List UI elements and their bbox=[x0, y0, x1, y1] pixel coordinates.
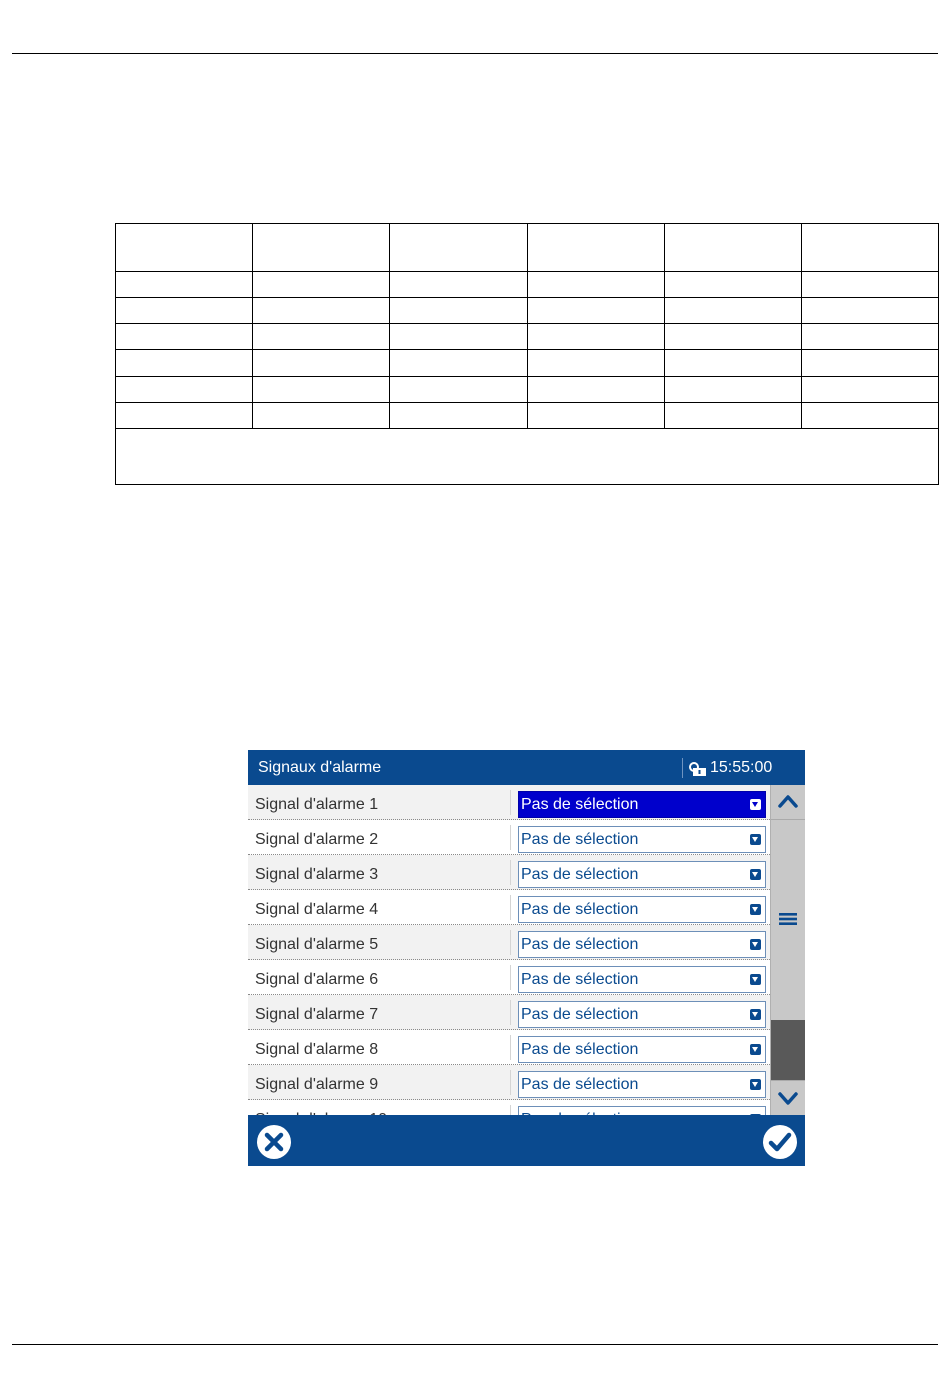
check-circle-icon[interactable] bbox=[762, 1124, 798, 1160]
table-footer-cell bbox=[116, 429, 938, 484]
table-row bbox=[116, 298, 938, 324]
bottom-bar bbox=[248, 1115, 805, 1166]
table-cell bbox=[253, 403, 390, 429]
alarm-signal-select[interactable] bbox=[518, 966, 766, 993]
dropdown-arrow-icon bbox=[750, 869, 761, 880]
table-cell bbox=[253, 377, 390, 403]
table-cell bbox=[390, 298, 527, 324]
table-cell bbox=[665, 403, 802, 429]
alarm-signal-label: Signal d'alarme 1 bbox=[255, 796, 379, 813]
dropdown-arrow-icon bbox=[750, 834, 761, 845]
table-cell bbox=[802, 224, 938, 272]
alarm-signal-list bbox=[248, 785, 770, 1115]
device-screen bbox=[248, 750, 805, 1166]
alarm-signal-select[interactable] bbox=[518, 931, 766, 958]
list-item bbox=[248, 995, 770, 1030]
list-item bbox=[248, 820, 770, 855]
select-value: Pas de sélection bbox=[521, 796, 639, 813]
dropdown-arrow-icon bbox=[750, 1079, 761, 1090]
table-cell bbox=[802, 298, 938, 324]
table-cell bbox=[116, 403, 253, 429]
alarm-signal-select[interactable] bbox=[518, 791, 766, 818]
list-item bbox=[248, 1065, 770, 1100]
alarm-signal-label: Signal d'alarme 3 bbox=[255, 866, 379, 883]
alarm-signal-select[interactable] bbox=[518, 861, 766, 888]
chevron-up-icon bbox=[771, 785, 805, 820]
select-value: Pas de sélection bbox=[521, 866, 639, 883]
table-row bbox=[116, 324, 938, 350]
table-cell bbox=[253, 224, 390, 272]
table-cell bbox=[665, 377, 802, 403]
select-value: Pas de sélection bbox=[521, 831, 639, 848]
select-value: Pas de sélection bbox=[521, 1041, 639, 1058]
select-value: Pas de sélection bbox=[521, 901, 639, 918]
table-cell bbox=[253, 298, 390, 324]
alarm-signal-select[interactable] bbox=[518, 1036, 766, 1063]
table-cell bbox=[802, 324, 938, 350]
dropdown-arrow-icon bbox=[750, 1009, 761, 1020]
alarm-signal-label: Signal d'alarme 5 bbox=[255, 936, 379, 953]
dropdown-arrow-icon bbox=[750, 974, 761, 985]
table-cell bbox=[528, 403, 665, 429]
select-value: Pas de sélection bbox=[521, 936, 639, 953]
alarm-signal-select[interactable] bbox=[518, 1001, 766, 1028]
column-divider bbox=[510, 860, 511, 885]
table-cell bbox=[802, 350, 938, 377]
table-cell bbox=[253, 272, 390, 298]
table-cell bbox=[802, 403, 938, 429]
table-cell bbox=[390, 272, 527, 298]
list-item bbox=[248, 855, 770, 890]
table-cell bbox=[665, 272, 802, 298]
list-item bbox=[248, 925, 770, 960]
table-cell bbox=[253, 350, 390, 377]
table-cell bbox=[528, 377, 665, 403]
menu-icon[interactable] bbox=[779, 912, 797, 926]
select-value: Pas de sélection bbox=[521, 1076, 639, 1093]
alarm-signal-label: Signal d'alarme 4 bbox=[255, 901, 379, 918]
table-cell bbox=[116, 350, 253, 377]
chevron-down-icon bbox=[771, 1081, 805, 1116]
table-cell bbox=[665, 324, 802, 350]
title-bar bbox=[248, 750, 805, 785]
column-divider bbox=[510, 1070, 511, 1095]
close-circle-icon[interactable] bbox=[256, 1124, 292, 1160]
scrollbar[interactable] bbox=[770, 785, 805, 1115]
alarm-signal-label: Signal d'alarme 2 bbox=[255, 831, 379, 848]
column-divider bbox=[510, 825, 511, 850]
page-title: Signaux d'alarme bbox=[258, 759, 382, 776]
list-item bbox=[248, 960, 770, 995]
alarm-signal-label: Signal d'alarme 8 bbox=[255, 1041, 379, 1058]
alarm-signal-label: Signal d'alarme 9 bbox=[255, 1076, 379, 1093]
table-cell bbox=[116, 272, 253, 298]
table-cell bbox=[528, 324, 665, 350]
column-divider bbox=[510, 1000, 511, 1025]
table-cell bbox=[802, 377, 938, 403]
list-item bbox=[248, 1030, 770, 1065]
table-cell bbox=[528, 272, 665, 298]
select-value: Pas de sélection bbox=[521, 971, 639, 988]
list-item bbox=[248, 785, 770, 820]
dropdown-arrow-icon bbox=[750, 904, 761, 915]
select-value: Pas de sélection bbox=[521, 1006, 639, 1023]
table-row bbox=[116, 403, 938, 429]
table-cell bbox=[528, 350, 665, 377]
column-divider bbox=[510, 965, 511, 990]
alarm-signal-select[interactable] bbox=[518, 826, 766, 853]
table-cell bbox=[116, 377, 253, 403]
table-cell bbox=[116, 224, 253, 272]
alarm-signal-label: Signal d'alarme 6 bbox=[255, 971, 379, 988]
table-row bbox=[116, 350, 938, 377]
lock-open-icon bbox=[689, 759, 707, 777]
footer-rule bbox=[12, 1344, 938, 1345]
table-cell bbox=[665, 224, 802, 272]
table-cell bbox=[528, 224, 665, 272]
title-separator bbox=[682, 758, 683, 778]
table-cell bbox=[528, 298, 665, 324]
table-cell bbox=[390, 403, 527, 429]
scroll-down-button[interactable] bbox=[771, 1080, 805, 1115]
dropdown-arrow-icon bbox=[750, 799, 761, 810]
list-item bbox=[248, 890, 770, 925]
table-cell bbox=[390, 377, 527, 403]
table-cell bbox=[390, 350, 527, 377]
scroll-up-button[interactable] bbox=[771, 785, 805, 820]
alarm-signal-select[interactable] bbox=[518, 896, 766, 923]
empty-table bbox=[115, 223, 939, 485]
table-cell bbox=[116, 324, 253, 350]
alarm-signal-select[interactable] bbox=[518, 1071, 766, 1098]
table-cell bbox=[390, 324, 527, 350]
table-header-row bbox=[116, 224, 938, 272]
table-cell bbox=[665, 298, 802, 324]
column-divider bbox=[510, 790, 511, 815]
table-row bbox=[116, 272, 938, 298]
dropdown-arrow-icon bbox=[750, 1044, 761, 1055]
header-rule bbox=[12, 53, 938, 54]
table-cell bbox=[802, 272, 938, 298]
table-cell bbox=[253, 324, 390, 350]
clock-time: 15:55:00 bbox=[710, 759, 773, 776]
scroll-thumb[interactable] bbox=[771, 1020, 805, 1080]
table-row bbox=[116, 377, 938, 403]
table-cell bbox=[390, 224, 527, 272]
table-cell bbox=[665, 350, 802, 377]
alarm-signal-label: Signal d'alarme 7 bbox=[255, 1006, 379, 1023]
column-divider bbox=[510, 1035, 511, 1060]
dropdown-arrow-icon bbox=[750, 939, 761, 950]
column-divider bbox=[510, 930, 511, 955]
table-cell bbox=[116, 298, 253, 324]
column-divider bbox=[510, 895, 511, 920]
